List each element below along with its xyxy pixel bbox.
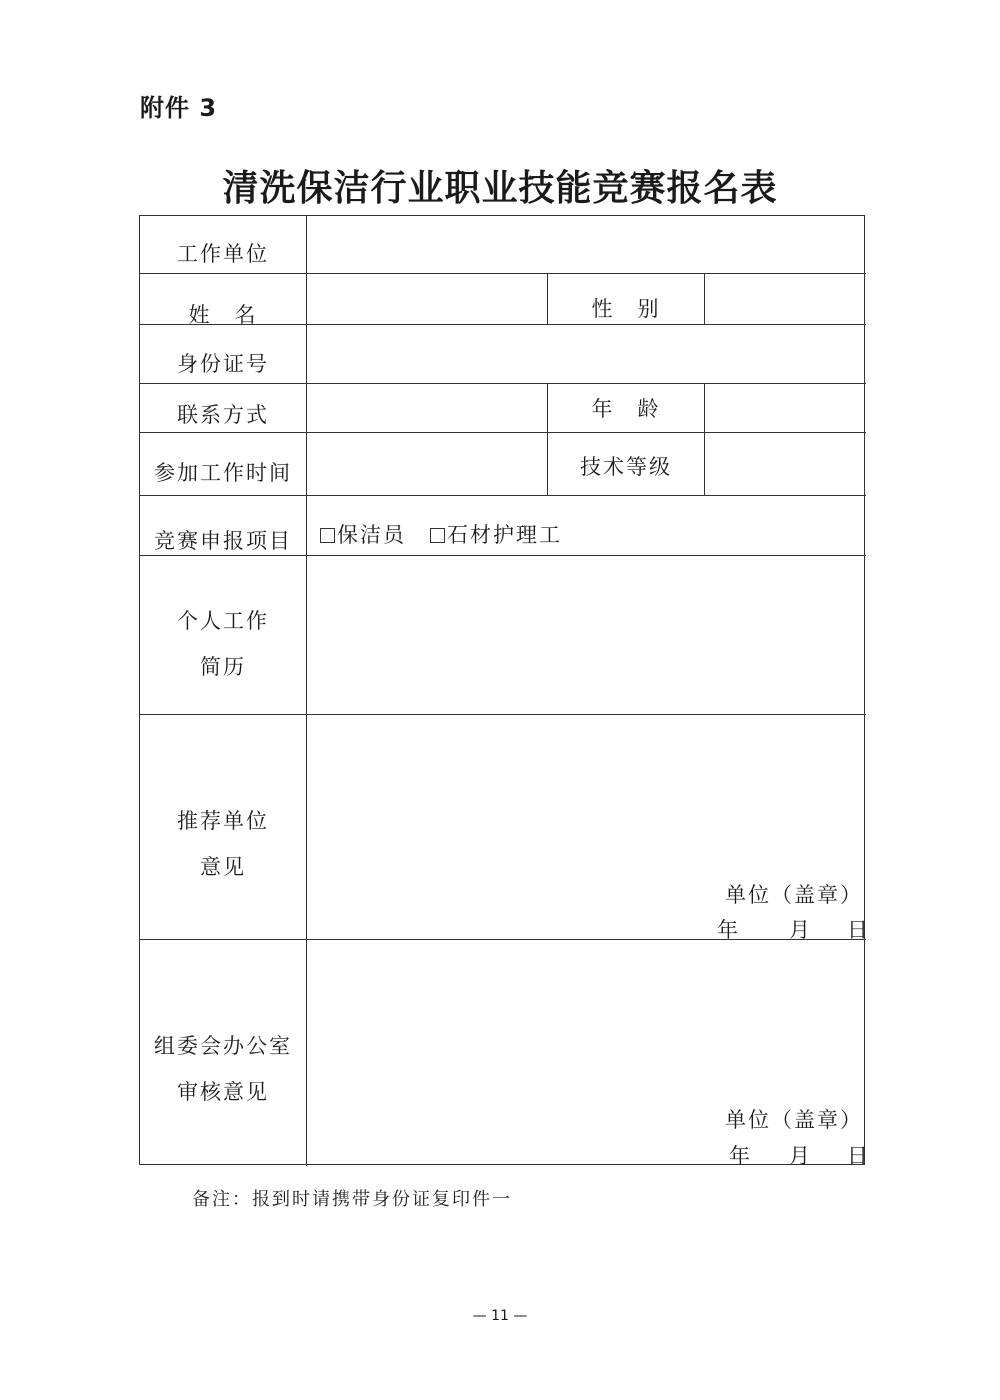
age-label: 年 龄 <box>591 397 661 421</box>
name-label: 姓 名 <box>188 303 258 327</box>
recommend-label-line: 推荐单位 <box>177 809 269 833</box>
skill-level-field[interactable] <box>705 433 865 495</box>
age-field[interactable] <box>705 384 865 432</box>
resume-label-line: 简历 <box>200 655 246 679</box>
project-option-label: 保洁员 <box>337 523 406 547</box>
resume-field[interactable] <box>307 556 865 714</box>
committee-label-line: 审核意见 <box>177 1080 269 1104</box>
work-unit-field[interactable] <box>307 216 865 273</box>
registration-form-table <box>139 215 870 1168</box>
recommend-date-month: 月 <box>789 918 812 942</box>
committee-field[interactable] <box>307 940 865 1090</box>
work-start-field[interactable] <box>307 433 547 495</box>
committee-date-day: 日 <box>847 1144 870 1168</box>
name-field[interactable] <box>307 274 547 324</box>
id-number-field[interactable] <box>307 325 865 383</box>
committee-date-month: 月 <box>789 1144 812 1168</box>
project-option-label: 石材护理工 <box>447 523 562 547</box>
committee-stamp-label: 单位（盖章） <box>725 1108 863 1132</box>
committee-label <box>140 1023 306 1115</box>
row-divider <box>140 495 866 496</box>
recommend-field[interactable] <box>307 715 865 865</box>
resume-label-line: 个人工作 <box>177 609 269 633</box>
gender-label: 性 别 <box>591 297 661 321</box>
form-title: 清洗保洁行业职业技能竞赛报名表 <box>222 167 778 209</box>
id-number-label: 身份证号 <box>177 352 269 376</box>
page-number: — 11 — <box>472 1308 528 1324</box>
work-unit-label: 工作单位 <box>177 242 269 266</box>
project-option-cleaner[interactable] <box>320 525 406 546</box>
project-options <box>320 525 586 546</box>
footnote: 备注：报到时请携带身份证复印件一 <box>192 1189 512 1210</box>
checkbox-icon[interactable] <box>430 528 445 543</box>
work-start-label: 参加工作时间 <box>154 461 292 485</box>
recommend-date-day: 日 <box>847 918 870 942</box>
committee-date-year: 年 <box>729 1144 752 1168</box>
recommend-label <box>140 798 306 890</box>
checkbox-icon[interactable] <box>320 528 335 543</box>
contact-label: 联系方式 <box>177 403 269 427</box>
resume-label <box>140 598 306 690</box>
contact-field[interactable] <box>307 384 547 432</box>
skill-level-label: 技术等级 <box>580 455 672 479</box>
recommend-stamp-label: 单位（盖章） <box>725 883 863 907</box>
recommend-label-line: 意见 <box>200 855 246 879</box>
project-label: 竞赛申报项目 <box>154 529 292 553</box>
gender-field[interactable] <box>705 274 865 324</box>
committee-label-line: 组委会办公室 <box>154 1034 292 1058</box>
attachment-label: 附件 3 <box>140 94 218 122</box>
recommend-date-year: 年 <box>717 918 740 942</box>
project-option-stone-care[interactable] <box>430 525 562 546</box>
